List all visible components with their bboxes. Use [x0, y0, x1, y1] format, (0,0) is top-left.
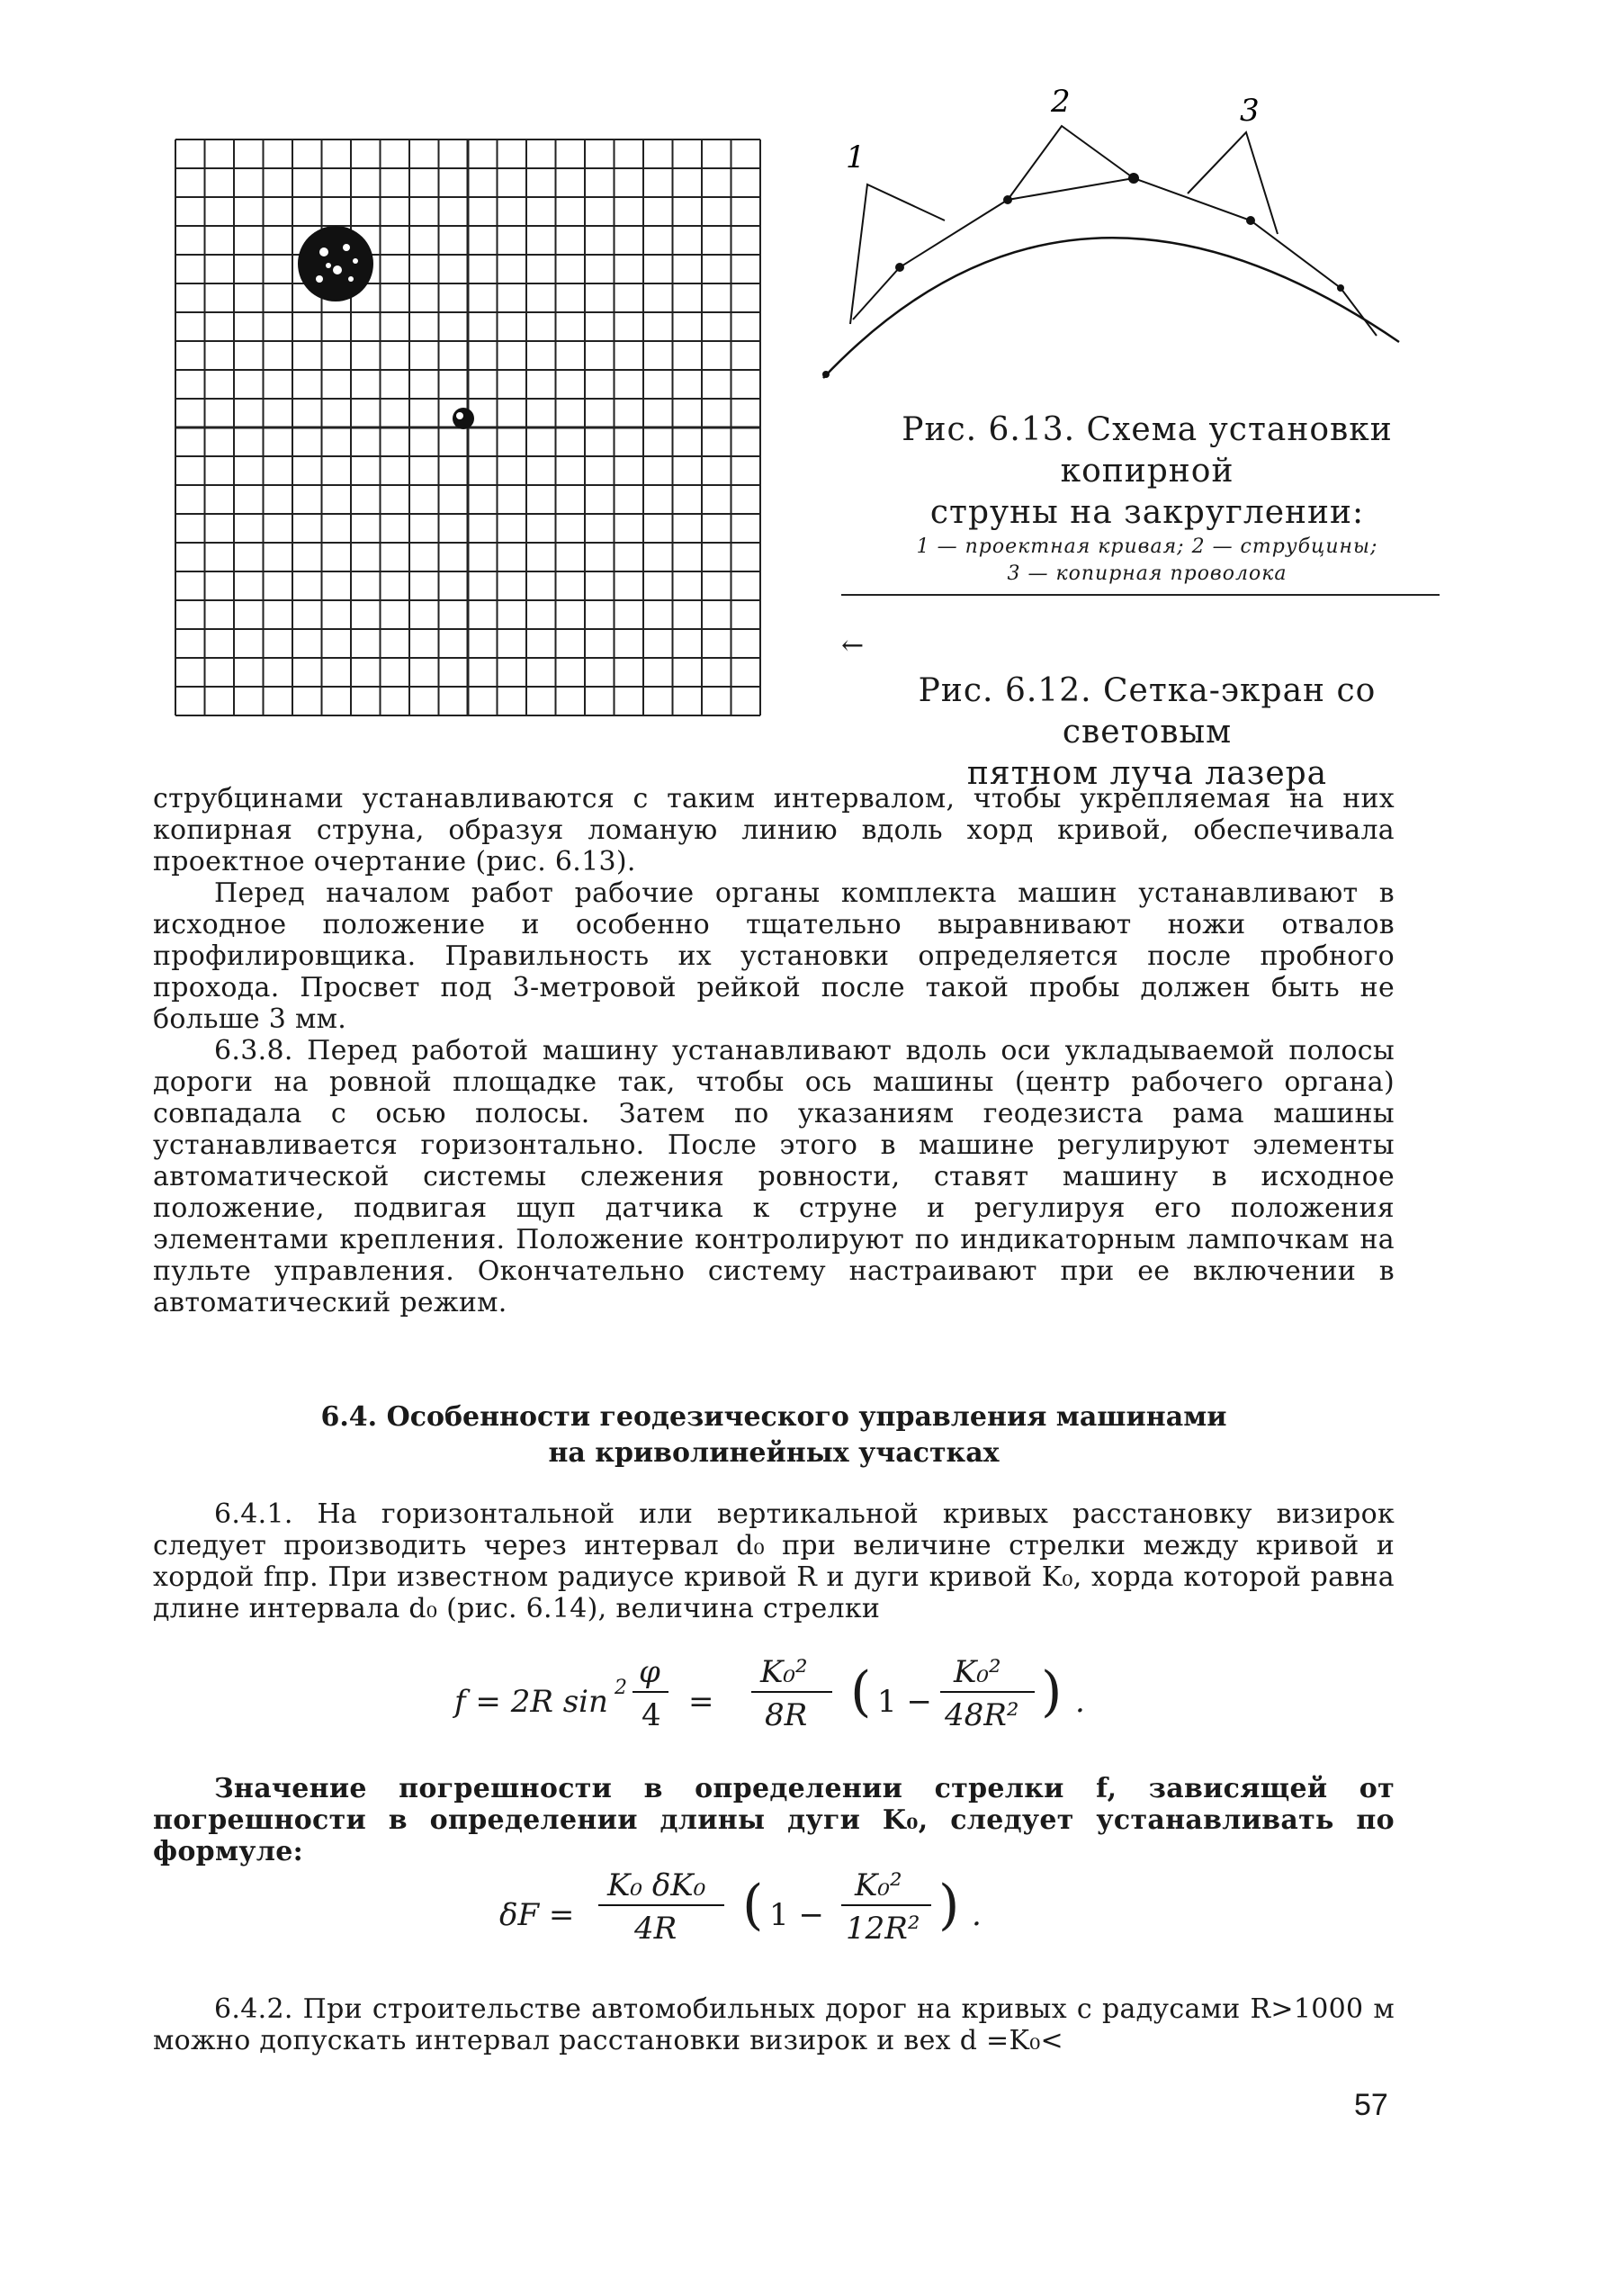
- formula2-lparen: (: [742, 1874, 764, 1937]
- formula1-frac1-bar: [633, 1691, 668, 1693]
- formula1-k0sq-b: K₀²: [954, 1654, 1001, 1690]
- formula2-den: 4R: [634, 1911, 677, 1947]
- formula1-lhs: f = 2R sin: [454, 1684, 608, 1720]
- paragraph-error: [153, 1773, 1395, 1867]
- formula1-rparen: ): [1041, 1660, 1063, 1723]
- formula1-frac3-bar: [940, 1691, 1035, 1693]
- formula2-num: K₀ δK₀: [607, 1867, 706, 1903]
- formula1-dot: .: [1075, 1684, 1085, 1720]
- fig-6-13-title-line1: Рис. 6.13. Схема установки копирной: [902, 411, 1393, 490]
- paragraph-6: 6.4.2. При строительстве автомобильных дорог на кривых с радусами R>1000 м можно допускать интервал расстановки визирок и вех d =K₀<: [153, 1993, 1395, 2056]
- fig-6-12-caption-line1: Рис. 6.12. Сетка-экран со световым: [918, 672, 1377, 751]
- formula1-lparen: (: [850, 1660, 872, 1723]
- paragraph-6-4-2: [153, 1993, 1395, 2056]
- fig-6-12-caption-line2: пятном луча лазера: [966, 755, 1328, 792]
- paragraph-5: Значение погрешности в определении стрелки f, зависящей от погрешности в определении длины дуги K₀, следует устанавливать по формуле:: [153, 1773, 1395, 1867]
- figure-divider: [841, 594, 1440, 596]
- formula1-phi: φ: [639, 1654, 660, 1690]
- section-heading: [153, 1399, 1395, 1471]
- left-arrow-icon: ←: [841, 630, 865, 661]
- formula2-frac2-bar: [841, 1904, 931, 1906]
- formula2-one-minus: 1 −: [769, 1897, 824, 1933]
- formula1-8r: 8R: [765, 1697, 808, 1733]
- formula1-k0sq: K₀²: [760, 1654, 808, 1690]
- formula1-four: 4: [642, 1697, 661, 1733]
- formula-arrow-sag: [454, 1654, 1174, 1762]
- formula2-frac-bar: [598, 1904, 724, 1906]
- formula1-48r2: 48R²: [945, 1697, 1019, 1733]
- paragraph-3: 6.3.8. Перед работой машину устанавливают вдоль оси укладываемой полосы дороги на ровной площадке так, чтобы ось машины (центр рабочего органа) совпадала с осью полосы. Затем по указаниям геодезиста рама машины устанавливается горизонтально. После этого в машине регулируют элементы автоматической системы слежения ровности, ставят машину в исходное положение, подвигая щуп датчика к струне и регулируя его положения элементами крепления. Положение контролируют по индикаторным лампочкам на пульте управления. Окончательно систему настраивают при ее включении в автоматический режим.: [153, 1035, 1395, 1318]
- laser-spot: [298, 226, 373, 301]
- section-heading-line1: 6.4. Особенности геодезического управления машинами: [320, 1401, 1227, 1433]
- fig-6-13-legend-line1: 1 — проектная кривая; 2 — струбцины;: [916, 535, 1378, 558]
- page-number: 57: [1354, 2088, 1388, 2122]
- copy-string-diagram: [801, 81, 1449, 405]
- fig-6-13-title-line2: струны на закруглении:: [929, 494, 1365, 531]
- formula2-rparen: ): [938, 1874, 960, 1937]
- formula2-12r2: 12R²: [846, 1911, 920, 1947]
- grid-screen-figure: [171, 135, 765, 720]
- label-2: 2: [1051, 84, 1071, 120]
- copy-wire: [853, 178, 1377, 336]
- formula2-k0sq: K₀²: [855, 1867, 902, 1903]
- paragraph-2: Перед началом работ рабочие органы комплекта машин устанавливают в исходное положение и особенно тщательно выравнивают ножи отвалов профилировщика. Правильность их установки определяется после пробного прохода. Просвет под 3-метровой рейкой после такой пробы должен быть не больше 3 мм.: [153, 877, 1395, 1035]
- center-mark: [453, 408, 474, 429]
- label-3: 3: [1240, 93, 1260, 129]
- paragraph-6-4-1: [153, 1498, 1395, 1624]
- design-curve: [823, 238, 1399, 378]
- fig-6-13-legend-line2: 3 — копирная проволока: [1007, 562, 1288, 585]
- label-1: 1: [846, 139, 866, 175]
- formula1-frac2-bar: [751, 1691, 832, 1693]
- formula1-one-minus: 1 −: [877, 1684, 932, 1720]
- paragraph-4: 6.4.1. На горизонтальной или вертикальной кривых расстановку визирок следует производить через интервал d₀ при величине стрелки между кривой и хордой fпр. При известном радиусе кривой R и дуги кривой K₀, хорда которой равна длине интервала d₀ (рис. 6.14), величина стрелки: [153, 1498, 1395, 1624]
- formula1-exp: 2: [615, 1677, 627, 1699]
- figure-6-13-caption: [841, 409, 1453, 588]
- clamp-1: [850, 184, 945, 324]
- figure-6-12-caption: [841, 670, 1453, 795]
- formula-error: [499, 1867, 1129, 1975]
- formula2-dot: .: [972, 1897, 982, 1933]
- formula2-lhs: δF =: [499, 1897, 575, 1933]
- body-text-block: [153, 783, 1395, 1318]
- formula1-eq: =: [688, 1684, 714, 1720]
- clamp-3: [1188, 132, 1278, 234]
- paragraph-1: струбцинами устанавливаются с таким интервалом, чтобы укрепляемая на них копирная струна, образуя ломаную линию вдоль хорд кривой, обеспечивала проектное очертание (рис. 6.13).: [153, 783, 1395, 877]
- section-heading-line2: на криволинейных участках: [548, 1437, 1000, 1469]
